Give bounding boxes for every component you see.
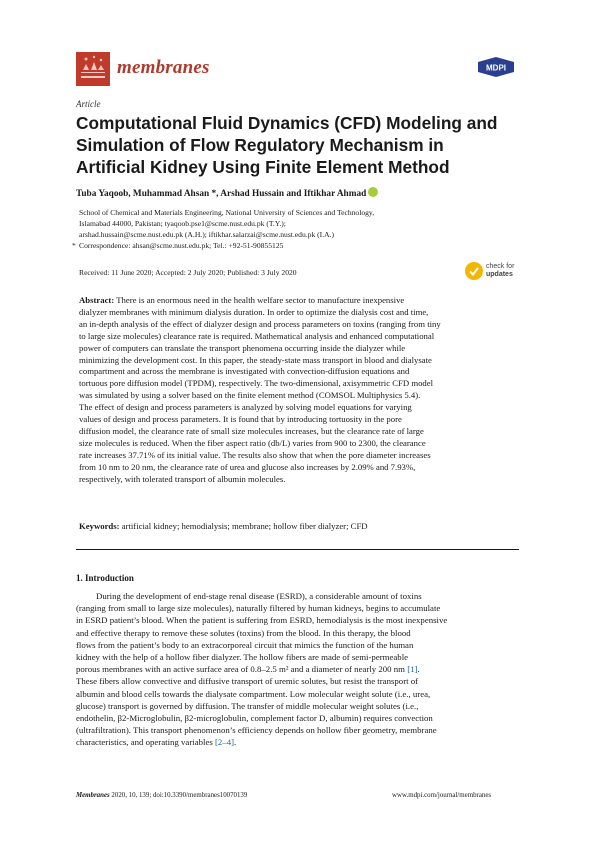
abstract-line: power of computers can translate the transport phenomena occurring inside the dialyzer while [79,342,406,353]
intro-line: (ultrafiltration). This transport phenomenon’s efficiency depends on hollow fiber geometry, membrane [76,725,437,736]
footer-journal: Membranes [76,792,110,799]
abstract-line: was simulated by using a solver based on the finite element method (COMSOL Multiphysics 5.4). [79,390,421,401]
intro-line: During the development of end-stage renal disease (ESRD), a considerable amount of toxins [96,591,422,601]
author-list [76,187,378,199]
mdpi-logo-icon [476,56,516,78]
citation-link[interactable]: [2–4] [214,737,235,748]
section-heading: 1. Introduction [76,573,134,583]
intro-line: flows from the patient’s body to an extracorporeal circuit that mimics the function of the human [76,639,414,650]
introduction-body [76,590,519,749]
abstract-line: rate increases 37.71% of its initial value. The results also show that when the pore diameter increases [79,449,431,460]
correspondence-text: Correspondence: ahsan@scme.nust.edu.pk; Tel.: +92-51-90855125 [79,241,284,250]
correspondence-marker: * [72,241,76,250]
paper-title [76,112,521,178]
intro-line: characteristics, and operating variables [2–4]. [76,737,237,748]
title-line: Computational Fluid Dynamics (CFD) Modeling and [76,113,498,133]
abstract-line: to large size molecules) clearance rate is required. Mathematical analysis and enhanced computational [79,330,435,341]
correspondence-line [72,240,519,251]
abstract-line: respectively, with tolerated transport of albumin molecules. [79,473,286,484]
check-updates-icon [465,262,483,280]
intro-line: albumin and blood cells towards the dialysate compartment. Low molecular weight solute (i.e., urea, [76,688,431,699]
orcid-icon[interactable] [368,187,378,197]
affiliation-line: Islamabad 44000, Pakistan; tyaqoob.pse1@scme.nust.edu.pk (T.Y.); [79,219,286,228]
intro-line: glucose) transport is governed by diffusion. The transfer of middle molecular weight solutes (i.e., [76,700,419,711]
abstract-line: size molecules is reduced. When the fiber aspect ratio (db/L) varies from 900 to 2300, the clearance [79,437,426,448]
article-type: Article [76,99,101,109]
abstract-label: Abstract: [79,295,115,305]
abstract-line: compartment and across the membrane is investigated with convection-diffusion equations and [79,366,410,377]
check-updates-label [486,263,514,279]
abstract-line: tortuous pore diffusion model (TPDM), respectively. The two-dimensional, axisymmetric CFD model [79,378,434,389]
svg-text:MDPI: MDPI [486,63,506,73]
keywords [79,521,368,531]
intro-line: endothelin, β2-Microglobulin, β2-microglobulin, complement factor D, albumin) requires convection [76,713,433,724]
keywords-text: artificial kidney; hemodialysis; membrane; hollow fiber dialyzer; CFD [121,521,368,531]
affiliation-line: School of Chemical and Materials Engineering, National University of Sciences and Technology, [79,208,375,217]
abstract-line: minimizing the development cost. In this paper, the steady-state mass transport in blood and dialysate [79,354,432,365]
abstract-line: The effect of design and process parameters is analyzed by solving model equations for varying [79,402,412,413]
footer-citation-text: 2020, 10, 139; doi:10.3390/membranes10070139 [109,792,248,799]
footer-citation [76,792,247,799]
abstract-line: an in-depth analysis of the effect of dialyzer design and process parameters on toxins (ranging from tiny [79,318,441,329]
check-updates-line1: check for [486,263,515,270]
intro-line: (ranging from small to large size molecules), naturally filtered by human kidneys, begins to accumulate [76,603,441,614]
intro-line: porous membranes with an active surface area of 0.8–2.5 m² and a diameter of nearly 200 nm [1]. [76,664,420,675]
abstract-line: dialyzer membranes with minimum dialysis duration. In order to optimize the dialysis cost and time, [79,306,429,317]
title-line: Artificial Kidney Using Finite Element Method [76,157,450,177]
abstract-line: from 10 nm to 20 nm, the clearance rate of urea and glucose also increases by 2.09% and 7.93%, [79,461,416,472]
divider [76,549,519,550]
abstract-first-text: There is an enormous need in the health welfare sector to manufacture inexpensive [116,295,405,305]
abstract-first-line [79,295,519,307]
author-names: Tuba Yaqoob, Muhammad Ahsan *, Arshad Hussain and Iftikhar Ahmad [76,189,367,199]
keywords-label: Keywords: [79,521,120,531]
affiliations [72,207,519,251]
abstract-line: diffusion model, the clearance rate of small size molecules increases, but the clearance rate of large [79,425,424,436]
footer-url[interactable]: www.mdpi.com/journal/membranes [392,792,492,799]
membranes-logo-icon [76,52,110,86]
affiliation-line: arshad.hussain@scme.nust.edu.pk (A.H.); iftikhar.salarzai@scme.nust.edu.pk (I.A.) [79,230,335,239]
check-updates-badge[interactable] [465,260,521,284]
journal-name: membranes [117,57,210,78]
publication-dates: Received: 11 June 2020; Accepted: 2 July 2020; Published: 3 July 2020 [79,268,297,277]
check-updates-line2: updates [486,271,513,278]
intro-line: in ESRD patient’s blood. When the patient is suffering from ESRD, hemodialysis is the most inexpensive [76,615,448,626]
abstract [79,295,519,486]
intro-line: kidney with the help of a hollow fiber dialyzer. The hollow fibers are made of semi-permeable [76,652,409,663]
abstract-line: values of design and process parameters. It is found that by introducing tortuosity in the pore [79,414,402,425]
title-line: Simulation of Flow Regulatory Mechanism in [76,135,444,155]
abstract-lines [79,307,519,486]
citation-link[interactable]: [1] [407,664,418,675]
intro-line: and effective therapy to remove these solutes (toxins) from the blood. In this therapy, the blood [76,627,411,638]
intro-line: These fibers allow convective and diffusive transport of uremic solutes, but resist the transport of [76,676,419,687]
